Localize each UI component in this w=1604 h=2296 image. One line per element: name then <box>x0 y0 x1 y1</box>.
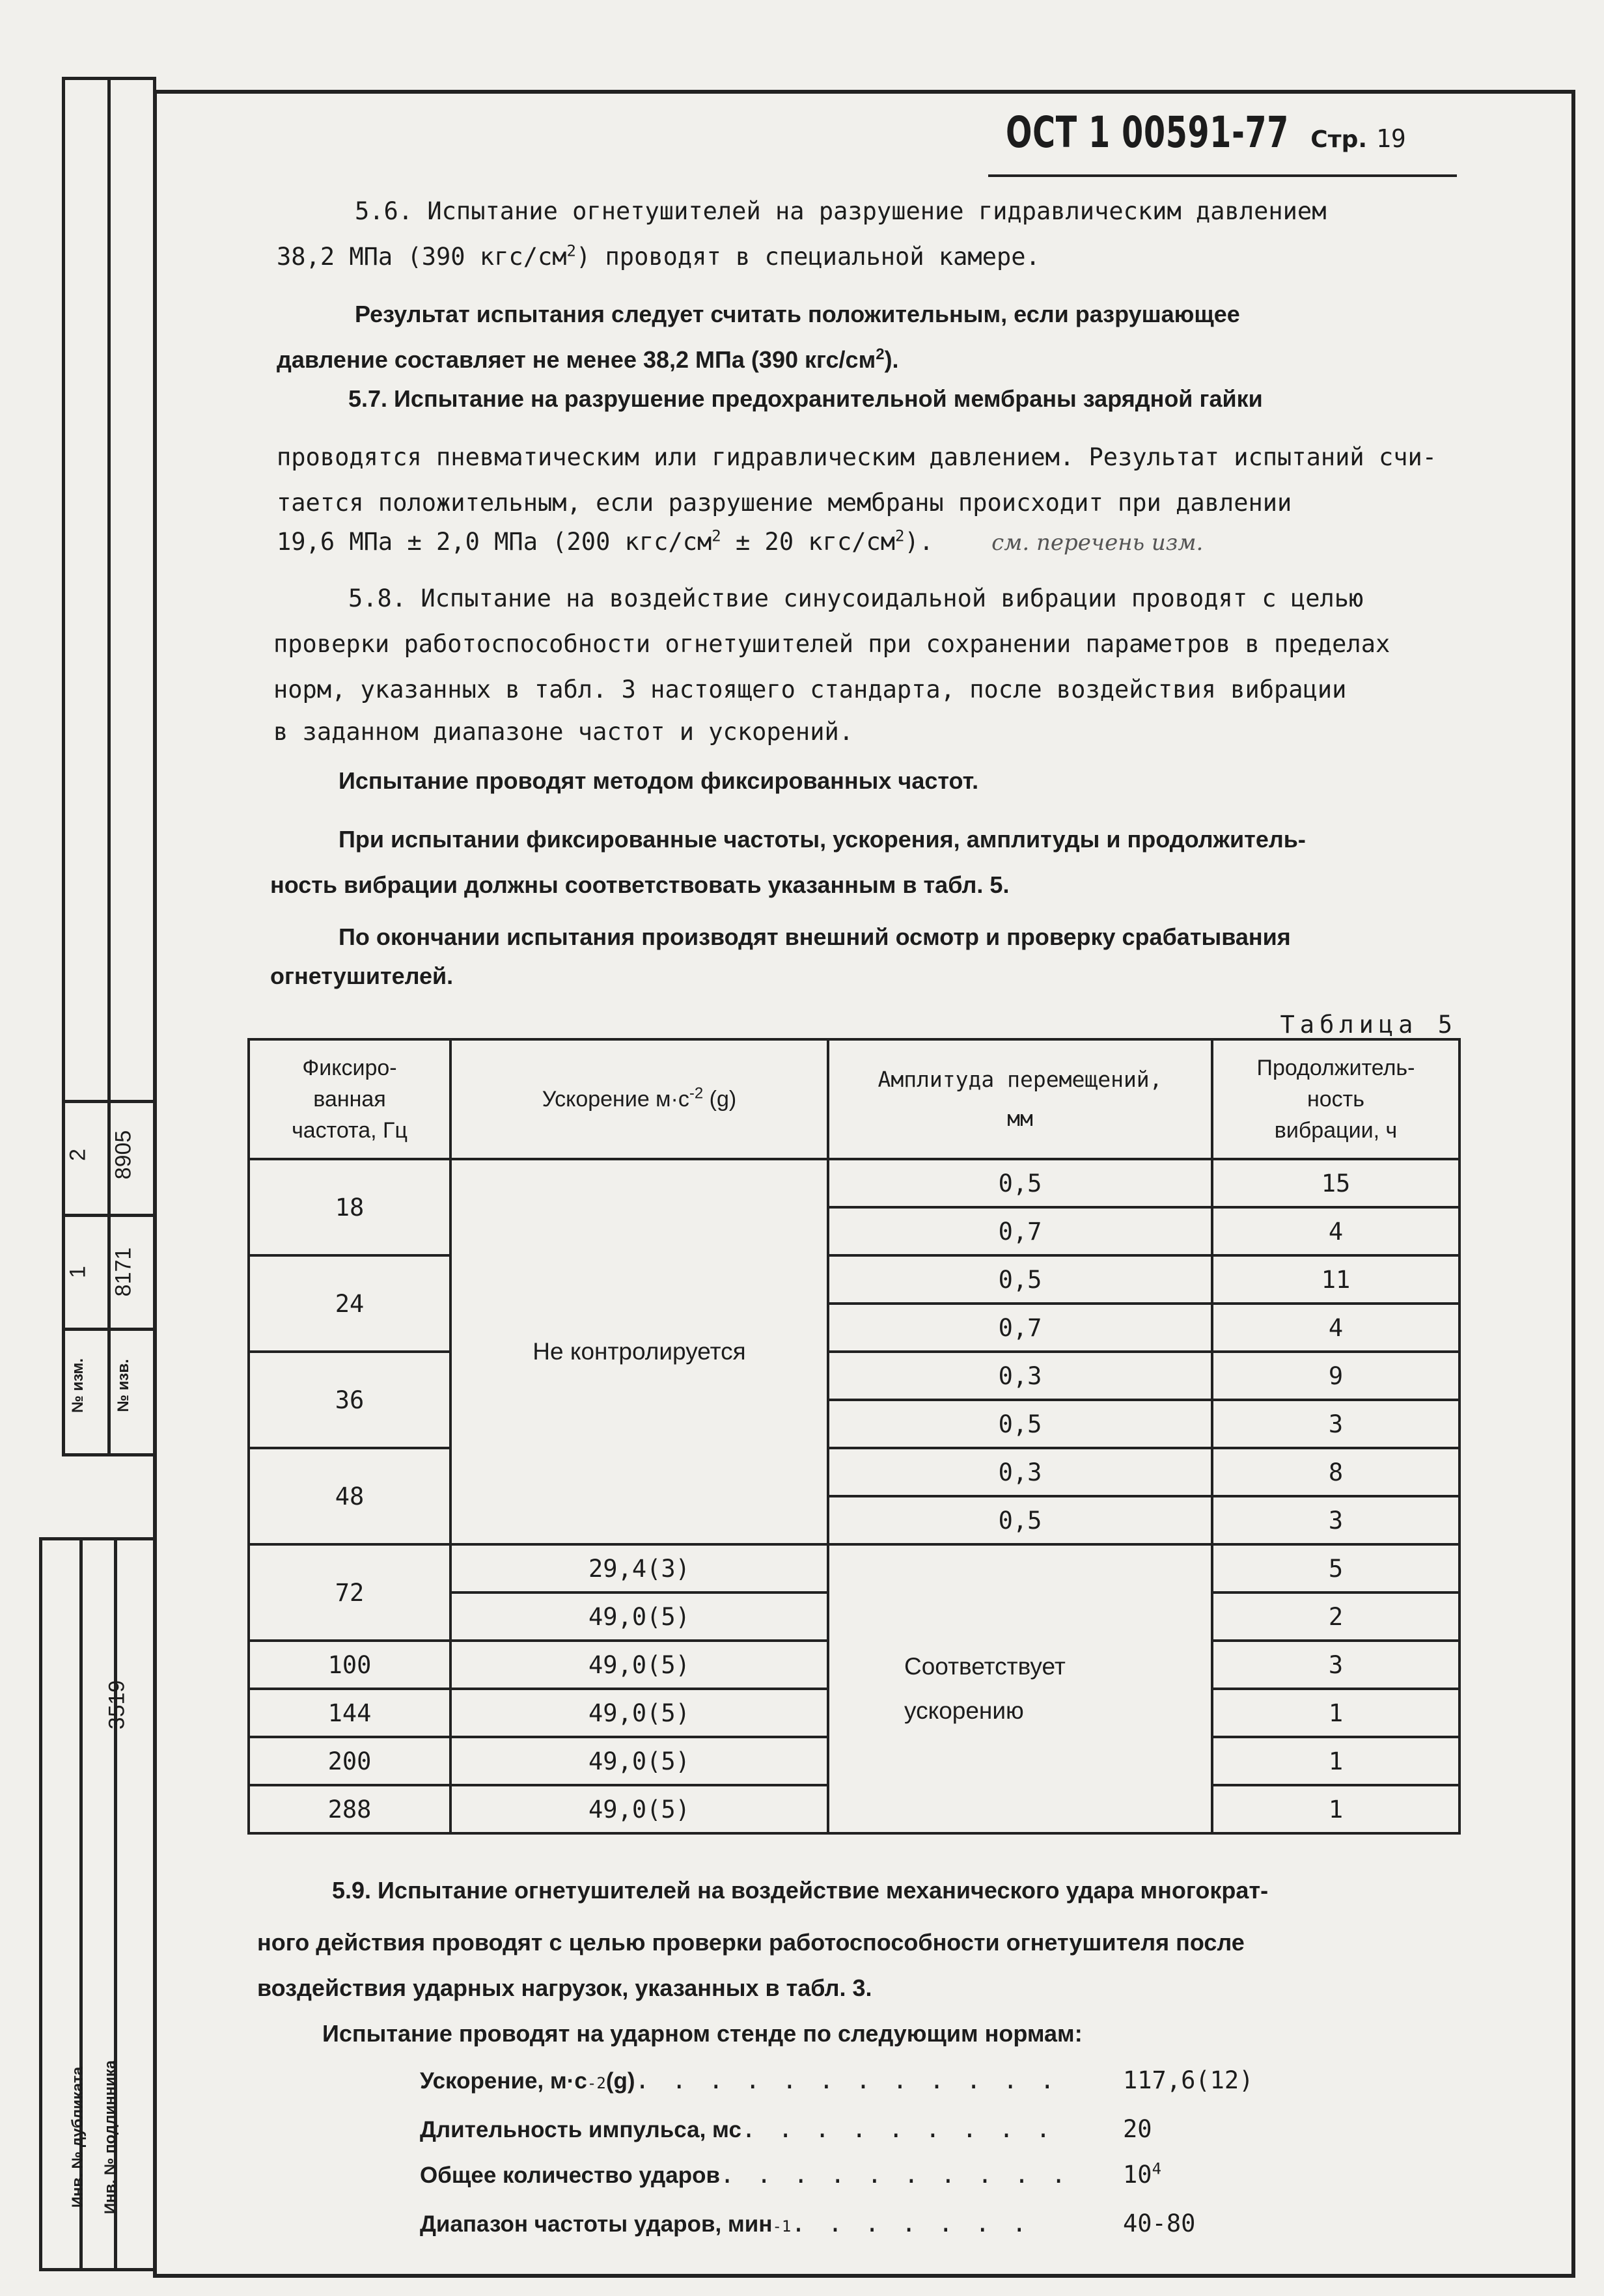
text-run: ± 20 кгс/см <box>721 528 896 556</box>
text-line: Испытание проводят на ударном стенде по следующим нормам: <box>322 2020 1083 2047</box>
norm-label: Диапазон частоты ударов, мин <box>420 2211 773 2237</box>
text-line <box>277 519 1203 566</box>
text-line: Испытание проводят методом фиксированных частот. <box>339 767 979 794</box>
margin-divider <box>62 1214 156 1217</box>
header-line: частота, Гц <box>292 1118 408 1143</box>
frequency-cell: 200 <box>249 1737 450 1785</box>
duration-cell: 3 <box>1212 1400 1459 1448</box>
frequency-cell: 288 <box>249 1785 450 1833</box>
notice-label: № изв. <box>115 1359 132 1412</box>
text-run: давление составляет не менее 38,2 МПа (390 кгс/см <box>277 346 876 373</box>
text-line: ного действия проводят с целью проверки работоспособности огнетушителя после <box>257 1929 1245 1956</box>
text-line: 5.8. Испытание на воздействие синусоидальной вибрации проводят с целью <box>348 584 1364 612</box>
norm-label-suffix: (g) <box>605 2068 635 2094</box>
duration-cell: 11 <box>1212 1255 1459 1304</box>
handwritten-note: см. перечень изм. <box>991 530 1204 556</box>
duration-cell: 1 <box>1212 1689 1459 1737</box>
duration-cell: 15 <box>1212 1159 1459 1207</box>
frequency-cell: 24 <box>249 1255 450 1352</box>
table-row <box>249 1352 1459 1400</box>
duration-cell: 8 <box>1212 1448 1459 1496</box>
change-number-2: 2 <box>65 1149 90 1161</box>
acceleration-cell: 49,0(5) <box>450 1737 828 1785</box>
norm-pulse-duration <box>420 2115 1152 2143</box>
duration-cell: 3 <box>1212 1641 1459 1689</box>
acceleration-not-controlled: Не контролируется <box>450 1159 828 1544</box>
leader-dots: . . . . . . . . . . . . <box>635 2066 1058 2094</box>
text-line: проводятся пневматическим или гидравлическим давлением. Результат испытаний счи- <box>277 443 1437 471</box>
header-duration <box>1212 1039 1459 1159</box>
norm-value: 20 <box>1123 2115 1152 2143</box>
norm-impact-count <box>420 2159 1162 2189</box>
acceleration-cell: 49,0(5) <box>450 1785 828 1833</box>
acceleration-cell: 49,0(5) <box>450 1592 828 1641</box>
amplitude-corresponds <box>828 1544 1212 1833</box>
header-text: Ускорение м·с <box>542 1087 689 1112</box>
superscript: -2 <box>689 1084 704 1102</box>
header-line: Продолжитель- <box>1256 1056 1415 1080</box>
text-line: ность вибрации должны соответствовать указанным в табл. 5. <box>270 871 1010 898</box>
text-line: Результат испытания следует считать положительным, если разрушающее <box>355 301 1240 327</box>
duration-cell: 4 <box>1212 1207 1459 1255</box>
header-amplitude <box>828 1039 1212 1159</box>
amplitude-cell: 0,7 <box>828 1304 1212 1352</box>
text-line: воздействия ударных нагрузок, указанных в табл. 3. <box>257 1975 872 2001</box>
inv-duplicate-label: Инв. № дубликата <box>69 2066 87 2208</box>
norm-value: 40-80 <box>1123 2209 1196 2237</box>
document-code: ОСТ 1 00591-77 <box>1006 107 1290 157</box>
table-caption: Таблица 5 <box>1280 1011 1458 1039</box>
page-label: Стр. <box>1310 126 1368 153</box>
frequency-cell: 100 <box>249 1641 450 1689</box>
text-line: По окончании испытания производят внешний осмотр и проверку срабатывания <box>339 923 1291 950</box>
amplitude-cell: 0,3 <box>828 1448 1212 1496</box>
cell-line: Соответствует <box>904 1653 1066 1680</box>
text-line: норм, указанных в табл. 3 настоящего стандарта, после воздействия вибрации <box>273 676 1347 704</box>
norm-label: Общее количество ударов <box>420 2163 720 2188</box>
text-line: огнетушителей. <box>270 963 454 989</box>
header-line: ность <box>1307 1087 1364 1112</box>
norm-impact-frequency: Диапазон частоты ударов, мин -1 . . . . . . . 40-80 <box>420 2209 1196 2237</box>
amplitude-cell: 0,7 <box>828 1207 1212 1255</box>
duration-cell: 2 <box>1212 1592 1459 1641</box>
duration-cell: 9 <box>1212 1352 1459 1400</box>
text-run: ) проводят в специальной камере. <box>575 243 1040 271</box>
superscript: 2 <box>876 346 885 363</box>
table-row <box>249 1448 1459 1496</box>
header-line: вибрации, ч <box>1274 1118 1398 1143</box>
superscript: 4 <box>1152 2159 1162 2178</box>
frequency-cell: 36 <box>249 1352 450 1448</box>
inv-original-label: Инв. № подлинника <box>102 2060 119 2215</box>
header-line: Фиксиро- <box>302 1056 397 1080</box>
norm-value <box>1123 2161 1161 2189</box>
amplitude-cell: 0,5 <box>828 1400 1212 1448</box>
norm-acceleration: Ускорение, м·с -2 (g) . . . . . . . . . . . . 117,6(12) <box>420 2066 1254 2094</box>
frequency-cell: 144 <box>249 1689 450 1737</box>
acceleration-cell: 49,0(5) <box>450 1689 828 1737</box>
text-line: При испытании фиксированные частоты, ускорения, амплитуды и продолжитель- <box>339 826 1306 853</box>
header-line: ванная <box>313 1087 386 1112</box>
duration-cell: 4 <box>1212 1304 1459 1352</box>
header-text: (g) <box>703 1087 737 1112</box>
leader-dots: . . . . . . . . . <box>741 2115 1055 2143</box>
duration-cell: 3 <box>1212 1496 1459 1544</box>
amplitude-cell: 0,3 <box>828 1352 1212 1400</box>
text-line: 5.7. Испытание на разрушение предохранительной мембраны зарядной гайки <box>348 385 1263 412</box>
notice-number-1: 8171 <box>111 1247 136 1297</box>
norm-value: 117,6(12) <box>1123 2066 1254 2094</box>
frequency-cell: 48 <box>249 1448 450 1544</box>
text-run: 19,6 МПа ± 2,0 МПа (200 кгс/см <box>277 528 712 556</box>
acceleration-cell: 29,4(3) <box>450 1544 828 1592</box>
acceleration-cell: 49,0(5) <box>450 1641 828 1689</box>
change-label: № изм. <box>69 1358 87 1413</box>
text-run: ). <box>904 528 934 556</box>
margin-divider <box>107 77 111 1456</box>
amplitude-cell: 0,5 <box>828 1159 1212 1207</box>
superscript: 2 <box>712 526 721 545</box>
duration-cell: 1 <box>1212 1737 1459 1785</box>
header-line: Амплитуда перемещений, <box>878 1067 1163 1092</box>
text-line: 5.9. Испытание огнетушителей на воздействие механического удара многократ- <box>332 1877 1269 1904</box>
text-line: 5.6. Испытание огнетушителей на разрушение гидравлическим давлением <box>355 197 1327 225</box>
norm-label: Длительность импульса, мс <box>420 2117 741 2142</box>
text-line: тается положительным, если разрушение мембраны происходит при давлении <box>277 489 1292 517</box>
margin-divider <box>62 1100 156 1103</box>
page-header <box>1006 107 1406 172</box>
inv-original-value: 3519 <box>104 1680 130 1730</box>
duration-cell: 1 <box>1212 1785 1459 1833</box>
frequency-cell: 18 <box>249 1159 450 1255</box>
text-line: в заданном диапазоне частот и ускорений. <box>273 718 854 746</box>
text-line: проверки работоспособности огнетушителей при сохранении параметров в пределах <box>273 630 1390 658</box>
table-row <box>249 1159 1459 1207</box>
header-acceleration <box>450 1039 828 1159</box>
superscript: 2 <box>895 526 905 545</box>
header-frequency <box>249 1039 450 1159</box>
duration-cell: 5 <box>1212 1544 1459 1592</box>
amplitude-cell: 0,5 <box>828 1496 1212 1544</box>
superscript: 2 <box>566 241 576 260</box>
norm-label: Ускорение, м·с <box>420 2068 587 2094</box>
header-line: мм <box>1007 1106 1033 1131</box>
margin-stamp-bottom <box>39 1537 156 2271</box>
margin-divider <box>62 1328 156 1331</box>
vibration-table <box>247 1038 1461 1835</box>
table-row <box>249 1255 1459 1304</box>
header-rule <box>988 174 1457 177</box>
frequency-cell: 72 <box>249 1544 450 1641</box>
table-row <box>249 1544 1459 1592</box>
leader-dots: . . . . . . . <box>791 2209 1030 2237</box>
cell-line: ускорению <box>904 1697 1024 1724</box>
change-number-1: 1 <box>65 1266 90 1278</box>
page-number: 19 <box>1376 124 1406 153</box>
text-run: ). <box>884 346 899 373</box>
notice-number-2: 8905 <box>111 1130 136 1180</box>
leader-dots: . . . . . . . . . . <box>719 2161 1070 2189</box>
text-run: 38,2 МПа (390 кгс/см <box>277 243 567 271</box>
norm-value-base: 10 <box>1123 2161 1152 2189</box>
amplitude-cell: 0,5 <box>828 1255 1212 1304</box>
text-line <box>277 234 1040 280</box>
table-header-row <box>249 1039 1459 1159</box>
